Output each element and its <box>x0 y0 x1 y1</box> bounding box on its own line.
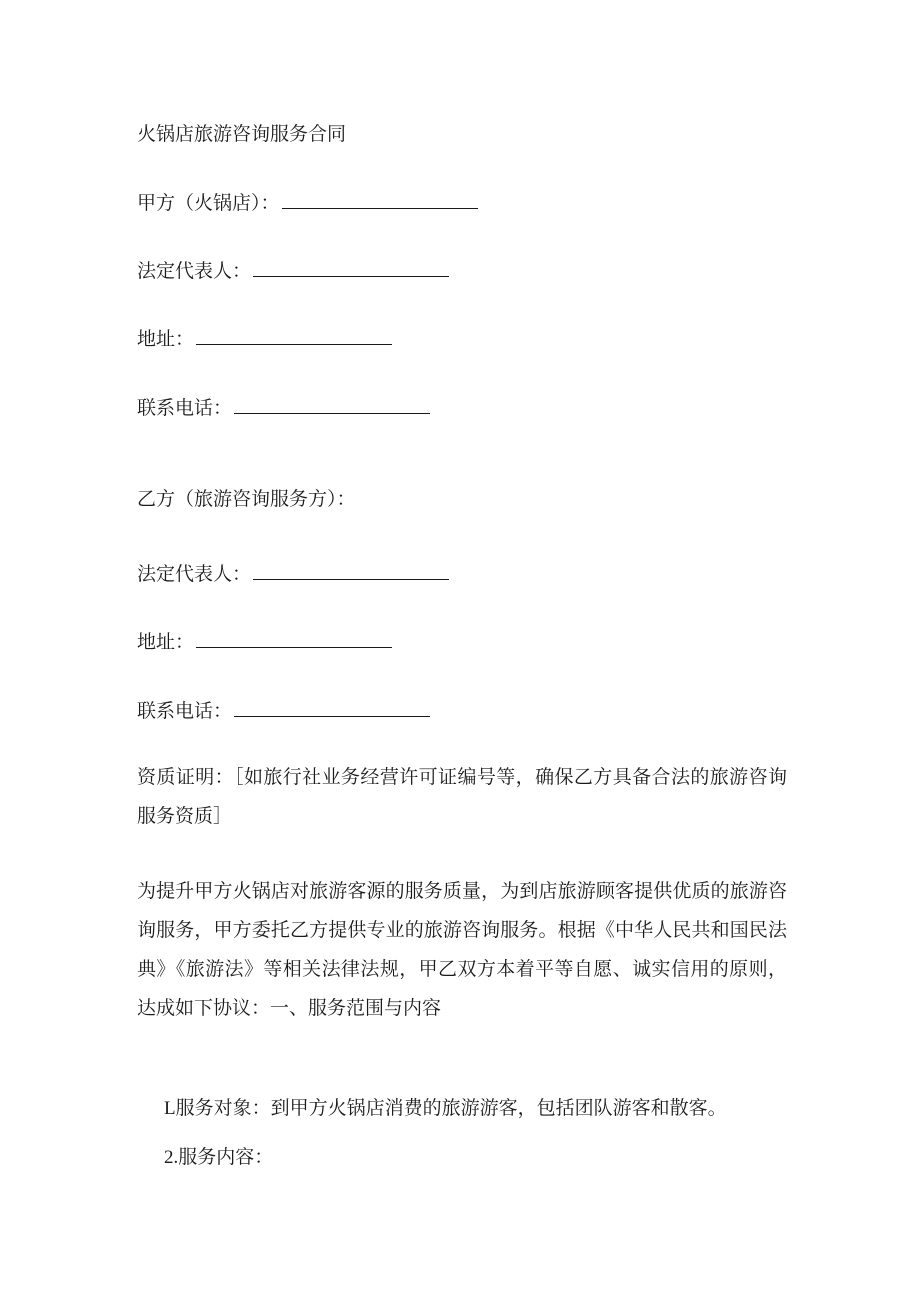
party-a-name-blank[interactable] <box>282 190 478 209</box>
list-item-text: 服务内容： <box>178 1146 274 1168</box>
list-item-text: 服务对象：到甲方火锅店消费的旅游游客，包括团队游客和散客。 <box>175 1097 727 1119</box>
list-item-service-content <box>164 1143 273 1172</box>
party-a-phone-row <box>137 394 430 422</box>
party-a-address-label: 地址： <box>137 328 195 350</box>
party-a-heading: 甲方（火锅店）： <box>137 192 280 214</box>
party-a-address-blank[interactable] <box>196 326 392 345</box>
party-a-phone-label: 联系电话： <box>137 397 233 419</box>
qualification-paragraph: 资质证明：［如旅行社业务经营许可证编号等，确保乙方具备合法的旅游咨询服务资质］ <box>137 766 787 827</box>
party-a-representative-row <box>137 257 449 285</box>
preamble-paragraph: 为提升甲方火锅店对旅游客源的服务质量，为到店旅游顾客提供优质的旅游咨询服务，甲方委托乙方提供专业的旅游咨询服务。根据《中华人民共和国民法典》《旅游法》等相关法律法规，甲乙双方本着平等自愿、诚实信用的原则，达成如下协议：一、服务范围与内容 <box>137 880 787 1019</box>
list-item-number: L <box>164 1098 176 1119</box>
party-a-heading-row <box>137 189 478 217</box>
party-b-representative-label: 法定代表人： <box>137 563 252 585</box>
party-b-address-row <box>137 628 392 656</box>
list-item-service-target <box>164 1094 727 1123</box>
party-a-address-row <box>137 325 392 353</box>
party-b-phone-blank[interactable] <box>234 698 430 717</box>
list-item-number: 2. <box>164 1147 179 1168</box>
party-b-address-blank[interactable] <box>196 629 392 648</box>
party-b-heading: 乙方（旅游咨询服务方）： <box>137 488 356 510</box>
party-a-representative-blank[interactable] <box>253 258 449 277</box>
party-a-phone-blank[interactable] <box>234 395 430 414</box>
party-b-address-label: 地址： <box>137 631 195 653</box>
party-b-phone-row <box>137 697 430 725</box>
party-a-representative-label: 法定代表人： <box>137 260 252 282</box>
document-title: 火锅店旅游咨询服务合同 <box>137 123 347 145</box>
party-b-phone-label: 联系电话： <box>137 700 233 722</box>
party-b-representative-blank[interactable] <box>253 561 449 580</box>
party-b-representative-row <box>137 560 449 588</box>
